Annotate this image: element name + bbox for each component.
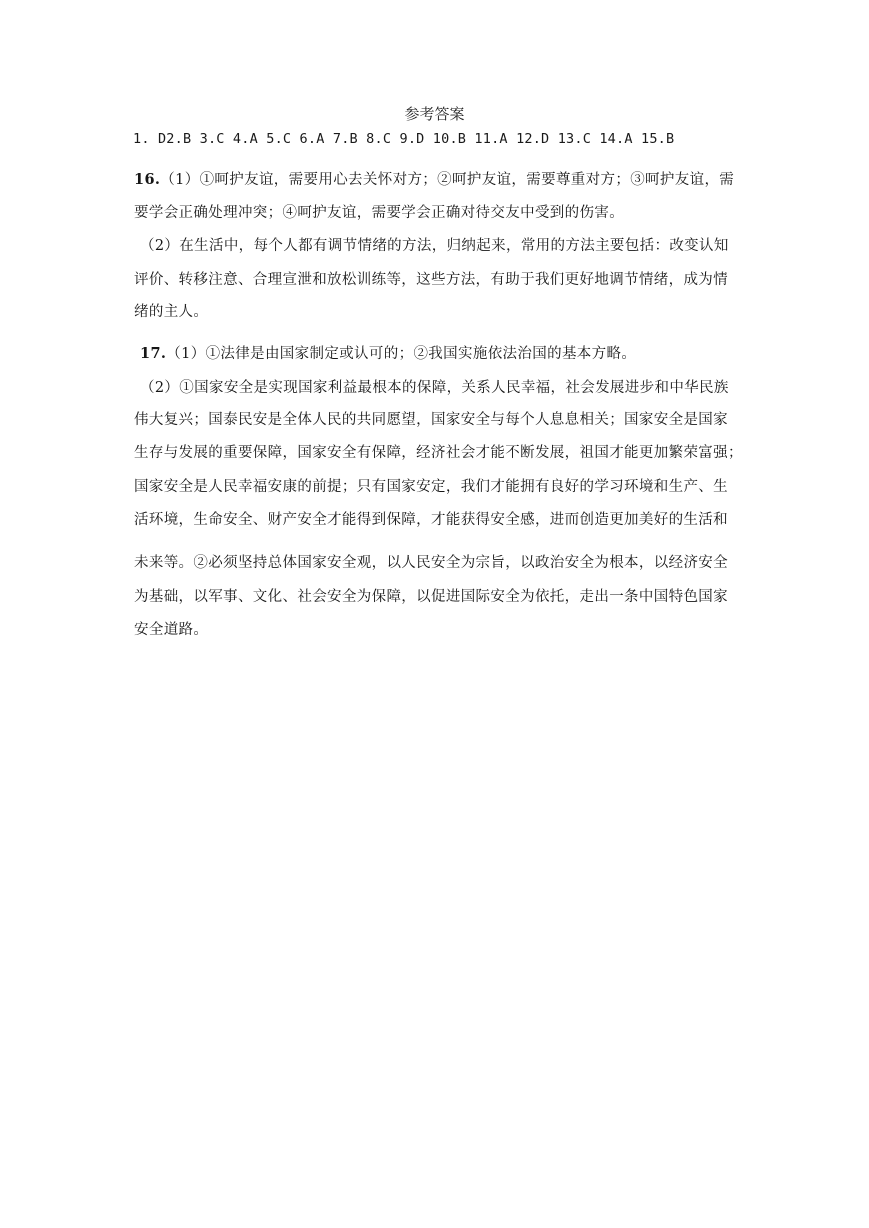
page-title: 参考答案 bbox=[404, 105, 465, 123]
q16-part1-label: （1） bbox=[160, 172, 200, 188]
q17-part1-label: （1） bbox=[166, 346, 206, 362]
q17-part2-line-5: 活环境，生命安全、财产安全才能得到保障，才能获得安全感，进而创造更加美好的生活和 bbox=[134, 512, 728, 528]
q16-part1-text-1: ①呵护友谊，需要用心去关怀对方；②呵护友谊，需要尊重对方；③呵护友谊，需 bbox=[199, 172, 735, 188]
q17-part2-line-8: 安全道路。 bbox=[134, 622, 209, 638]
q17-part2-line-1: （2）①国家安全是实现国家利益最根本的保障，关系人民幸福，社会发展进步和中华民族 bbox=[140, 380, 729, 396]
q16-number: 16. bbox=[134, 171, 161, 188]
q17-part2-line-7: 为基础，以军事、文化、社会安全为保障，以促进国际安全为依托，走出一条中国特色国家 bbox=[134, 589, 728, 605]
q17-part1-line bbox=[140, 344, 636, 364]
q17-part2-line-6: 未来等。②必须坚持总体国家安全观，以人民安全为宗旨，以政治安全为根本，以经济安全 bbox=[134, 555, 728, 571]
q16-part2-line-2: 评价、转移注意、合理宣泄和放松训练等，这些方法，有助于我们更好地调节情绪，成为情 bbox=[134, 272, 728, 288]
q17-number: 17. bbox=[140, 345, 167, 362]
q17-part2-line-2: 伟大复兴；国泰民安是全体人民的共同愿望，国家安全与每个人息息相关；国家安全是国家 bbox=[134, 412, 728, 428]
q16-part1-line-2: 要学会正确处理冲突；④呵护友谊，需要学会正确对待交友中受到的伤害。 bbox=[134, 205, 625, 221]
multiple-choice-answers: 1. D2.B 3.C 4.A 5.C 6.A 7.B 8.C 9.D 10.B 11.A 12.D 13.C 14.A 15.B bbox=[133, 131, 675, 147]
q17-part1-text: ①法律是由国家制定或认可的；②我国实施依法治国的基本方略。 bbox=[205, 346, 637, 362]
q17-part2-line-3: 生存与发展的重要保障，国家安全有保障，经济社会才能不断发展，祖国才能更加繁荣富强； bbox=[134, 445, 743, 461]
q17-part2-line-4: 国家安全是人民幸福安康的前提；只有国家安定，我们才能拥有良好的学习环境和生产、生 bbox=[134, 479, 728, 495]
q16-part2-line-1: （2）在生活中，每个人都有调节情绪的方法，归纳起来，常用的方法主要包括：改变认知 bbox=[140, 238, 729, 254]
q16-part1-line-1 bbox=[134, 170, 734, 190]
q16-part2-line-3: 绪的主人。 bbox=[134, 304, 209, 320]
